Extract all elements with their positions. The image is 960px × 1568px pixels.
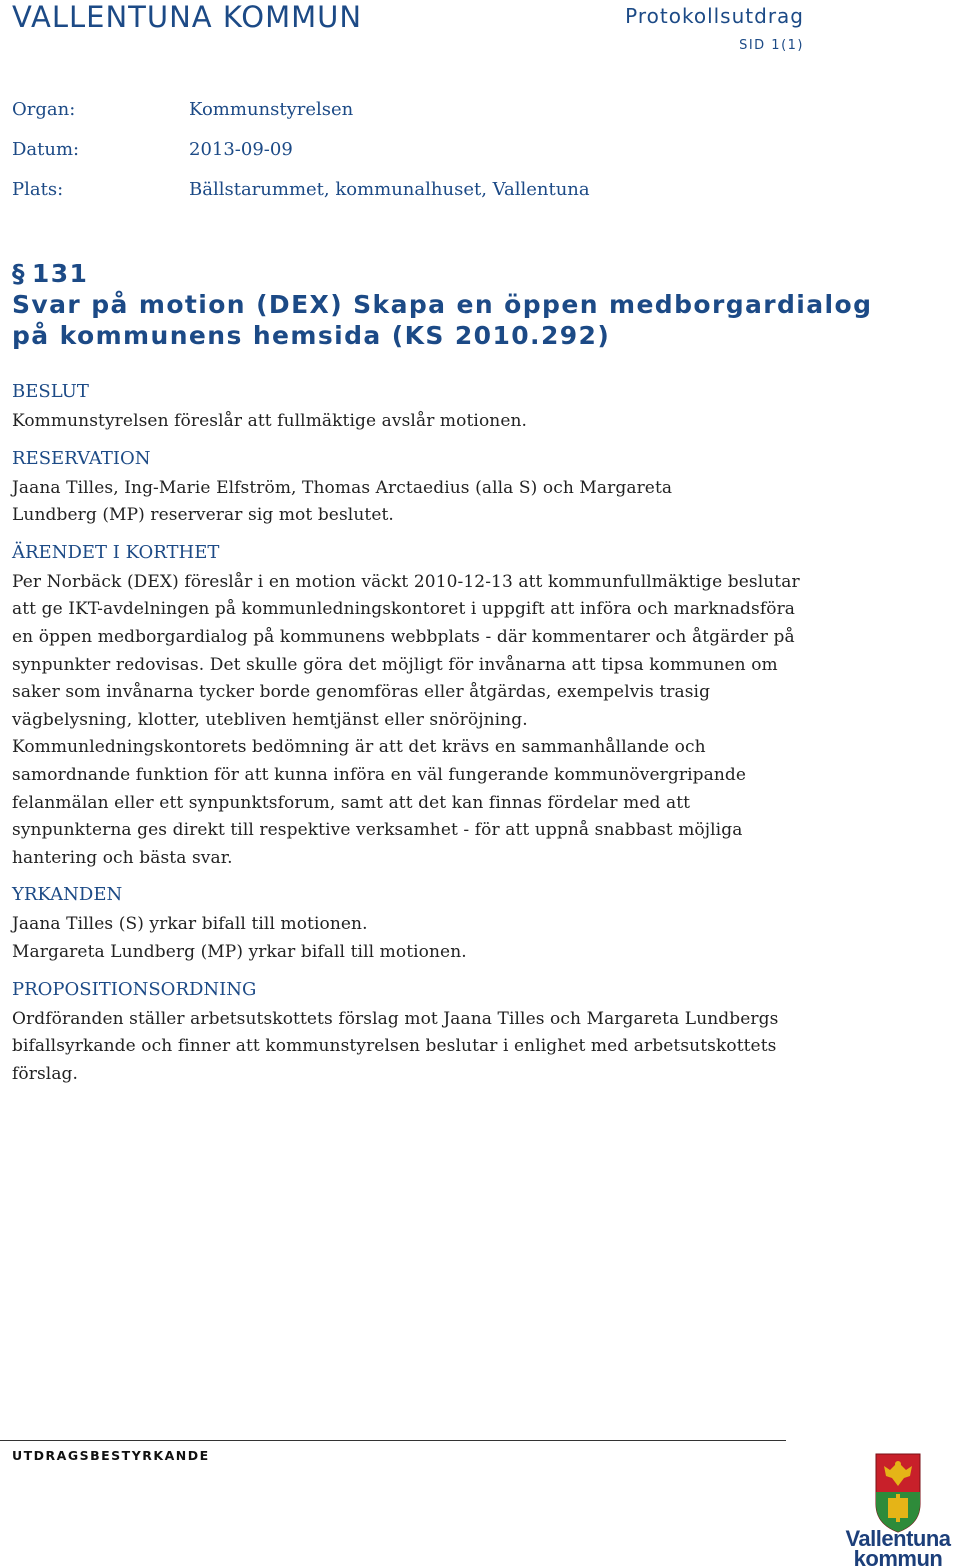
meta-label: Plats: bbox=[12, 179, 64, 200]
section-title-arendet: ÄRENDET I KORTHET bbox=[12, 541, 220, 563]
protocol-body bbox=[12, 378, 872, 1088]
section-title-yrkanden: YRKANDEN bbox=[12, 884, 123, 906]
yrkande-line: Jaana Tilles (S) yrkar bifall till motionen. bbox=[12, 914, 368, 935]
beslut-text: Kommunstyrelsen föreslår att fullmäktige avslår motionen. bbox=[12, 411, 528, 431]
section-title-reservation: RESERVATION bbox=[12, 447, 151, 469]
meta-label: Datum: bbox=[12, 139, 80, 160]
proposition-text: Ordföranden ställer arbetsutskottets förslag mot Jaana Tilles och Margareta Lundbergs bifallsyrkande och finner att kommunstyrelsen beslutar i enlighet med arbetsutskottets förslag. bbox=[12, 1008, 779, 1084]
footer-divider bbox=[0, 1440, 786, 1441]
case-heading bbox=[12, 258, 882, 351]
reservation-text: Jaana Tilles, Ing-Marie Elfström, Thomas Arctaedius (alla S) och Margareta Lundberg (MP) reserverar sig mot beslutet. bbox=[12, 477, 673, 526]
yrkande-line: Margareta Lundberg (MP) yrkar bifall till motionen. bbox=[12, 941, 467, 962]
arendet-paragraph-2: Kommunledningskontorets bedömning är att det krävs en sammanhållande och samordnande funktion för att kunna införa en väl fungerande kommunövergripande felanmälan eller ett synpunktsforum, samt att det kan finnas fördelar med att synpunkterna ges direkt till respektive verksamhet - för att uppnå snabbast möjliga hantering och bästa svar. bbox=[12, 737, 747, 868]
paragraph-number bbox=[12, 258, 882, 289]
municipality-title: VALLENTUNA KOMMUN bbox=[12, 0, 363, 34]
footer-certification-label: UTDRAGSBESTYRKANDE bbox=[12, 1448, 210, 1463]
section-title-propositionsordning: PROPOSITIONSORDNING bbox=[12, 978, 257, 1000]
section-title-beslut: BESLUT bbox=[12, 381, 89, 402]
meta-label: Organ: bbox=[12, 99, 76, 120]
page-indicator: SID 1(1) bbox=[739, 38, 804, 53]
case-title-line2: på kommunens hemsida (KS 2010.292) bbox=[12, 321, 611, 350]
logo-text-line2: kommun bbox=[853, 1546, 943, 1568]
vallentuna-logo bbox=[836, 1452, 960, 1568]
case-title-line1: Svar på motion (DEX) Skapa en öppen medborgardialog bbox=[12, 290, 873, 319]
meta-value: 2013-09-09 bbox=[189, 139, 293, 160]
meta-value: Bällstarummet, kommunalhuset, Vallentuna bbox=[189, 179, 590, 200]
coat-of-arms-icon bbox=[876, 1454, 920, 1532]
arendet-paragraph-1: Per Norbäck (DEX) föreslår i en motion väckt 2010-12-13 att kommunfullmäktige beslutar att ge IKT-avdelningen på kommunledningskontoret i uppgift att införa och marknadsföra en öppen medborgardialog på kommunens webbplats - där kommentarer och åtgärder på synpunkter redovisas. Det skulle göra det möjligt för invånarna att tipsa kommunen om saker som invånarna tycker borde genomföras eller åtgärdas, exempelvis trasig vägbelysning, klotter, utebliven hemtjänst eller snöröjning. bbox=[12, 571, 800, 730]
document-type: Protokollsutdrag bbox=[625, 4, 804, 28]
meta-value: Kommunstyrelsen bbox=[189, 99, 354, 120]
section-sign: § bbox=[12, 259, 26, 288]
logo-text-line1: Vallentuna bbox=[845, 1526, 951, 1551]
case-number: 131 bbox=[31, 259, 89, 288]
